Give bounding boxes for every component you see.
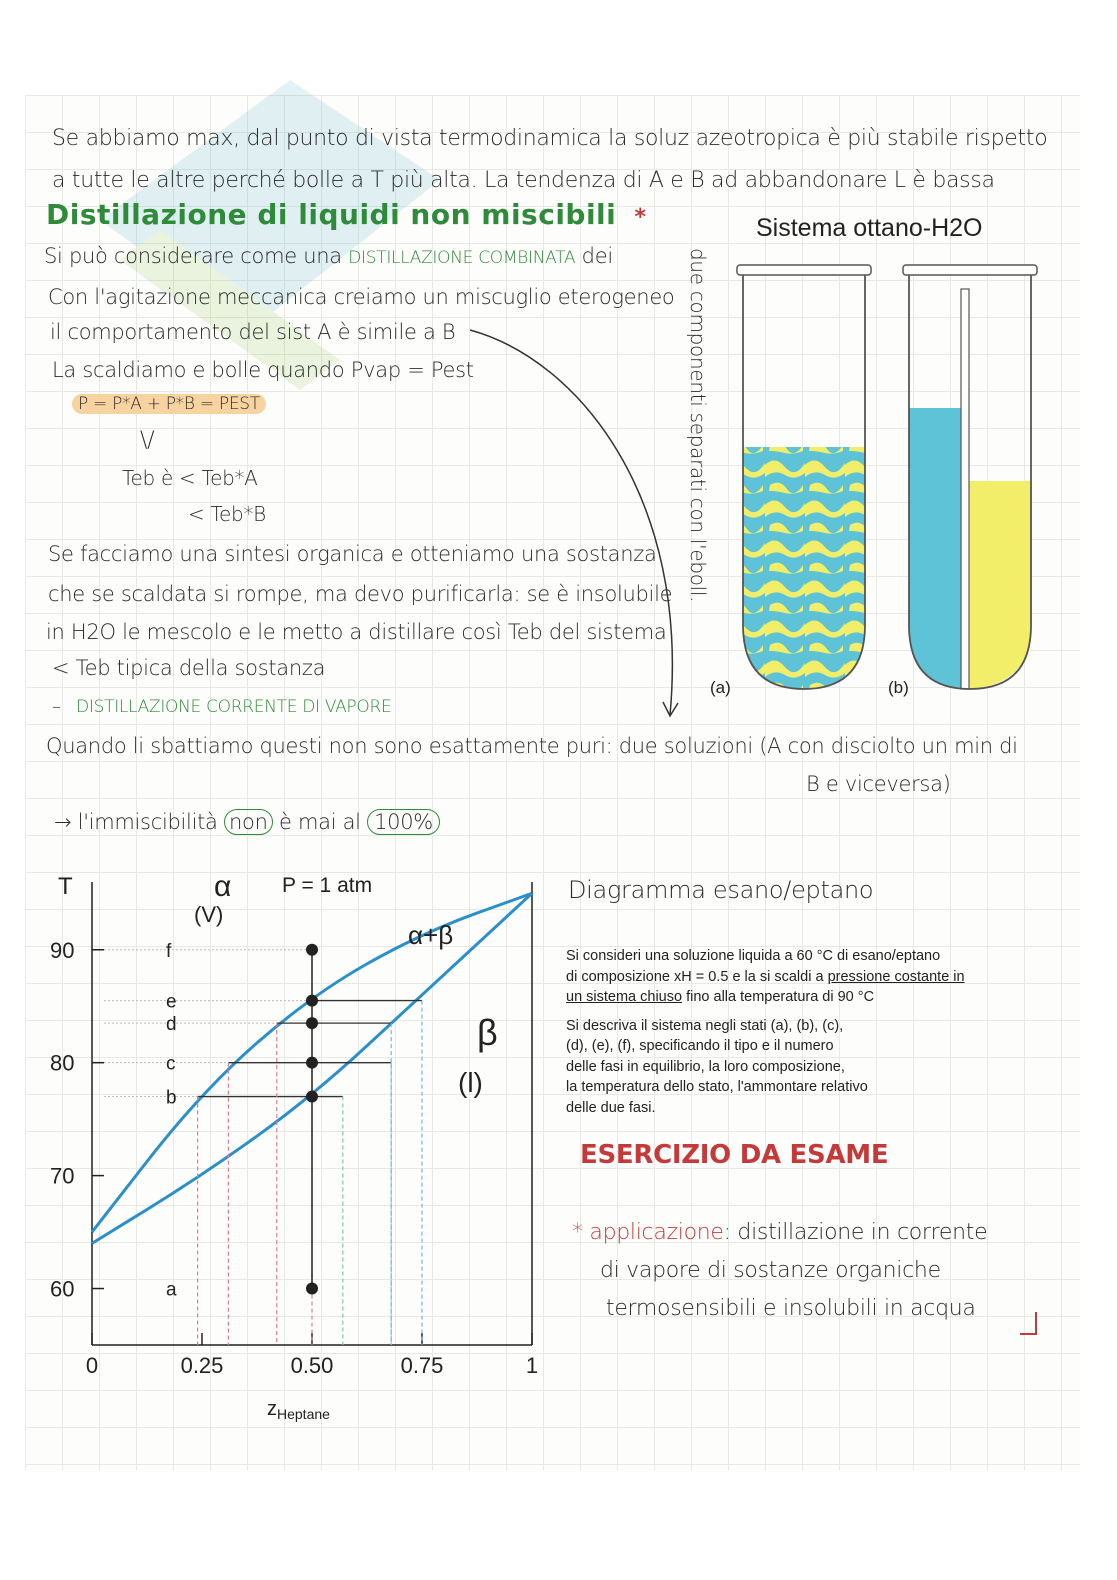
- tube-label-b: (b): [888, 678, 909, 697]
- note-line-2: a tutte le altre perché bolle a T più alta. La tendenza di A e B ad abbandonare L è bassa: [52, 168, 995, 193]
- formula: P = P*A + P*B = PEST: [72, 394, 266, 414]
- exercise-line-1: Si consideri una soluzione liquida a 60 °C di esano/eptano: [566, 948, 941, 964]
- liquid-label: (l): [458, 1067, 483, 1098]
- teb-line-1: Teb è < Teb*A: [122, 466, 258, 490]
- vapor-alpha-label: α: [214, 870, 232, 903]
- corner-mark-icon: [1018, 1310, 1042, 1340]
- vapor-label: (V): [194, 902, 224, 927]
- state-point-d: [306, 1017, 318, 1029]
- x-axis-label: $z_{Heptane}$: [267, 1398, 330, 1422]
- state-label-f: f: [166, 940, 172, 962]
- state-label-b: b: [166, 1087, 177, 1109]
- application-line-2: di vapore di sostanze organiche: [600, 1258, 941, 1283]
- tube-label-a: (a): [710, 678, 731, 697]
- immiscibility-note: → l'immiscibilità non è mai al 100%: [54, 810, 440, 834]
- x-tick-label: 1: [525, 1353, 539, 1378]
- exercise-line-4: Si descriva il sistema negli stati (a), (b), (c),: [566, 1017, 844, 1034]
- y-tick-label: 70: [50, 1163, 75, 1189]
- two-phase-label: α+β: [408, 920, 454, 950]
- state-point-f: [306, 944, 318, 956]
- tubes-title: Sistema ottano-H2O: [756, 214, 983, 242]
- y-tick-label: 80: [50, 1050, 75, 1076]
- state-point-a: [306, 1283, 318, 1295]
- pressure-label: P = 1 atm: [282, 874, 373, 897]
- side-note-vertical: due componenti separati con l'eboll.: [686, 248, 710, 603]
- application-line-3: termosensibili e insolubili in acqua: [606, 1296, 976, 1321]
- state-point-e: [306, 995, 318, 1007]
- state-label-c: c: [166, 1053, 176, 1075]
- neq-symbol: \/: [140, 428, 155, 453]
- state-label-a: a: [166, 1279, 177, 1301]
- diagram-title: Diagramma esano/eptano: [568, 876, 874, 904]
- y-axis-label: T: [58, 873, 73, 900]
- liquid-beta-label: β: [477, 1012, 498, 1053]
- paragraph-2-line-2: che se scaldata si rompe, ma devo purificarla: se è insolubile: [48, 582, 673, 606]
- exercise-line-6: delle fasi in equilibrio, la loro composizione,: [566, 1058, 845, 1075]
- paragraph-line-3: il comportamento del sist A è simile a B: [50, 320, 456, 344]
- paragraph-3-line-1: Quando li sbattiamo questi non sono esattamente puri: due soluzioni (A con disciolto un min di: [46, 734, 1018, 758]
- paragraph-2-line-4: < Teb tipica della sostanza: [52, 656, 326, 680]
- exam-heading: ESERCIZIO DA ESAME: [580, 1140, 889, 1170]
- section-title: Distillazione di liquidi non miscibili *: [46, 198, 647, 231]
- state-point-b: [306, 1091, 318, 1103]
- state-label-e: e: [166, 991, 177, 1013]
- teb-line-2: < Teb*B: [188, 502, 266, 526]
- state-label-d: d: [166, 1014, 177, 1036]
- exercise-line-3: un sistema chiuso fino alla temperatura di 90 °C: [566, 989, 875, 1005]
- paragraph-2-line-1: Se facciamo una sintesi organica e otteniamo una sostanza: [48, 542, 657, 566]
- paragraph-line-2: Con l'agitazione meccanica creiamo un miscuglio eterogeneo: [48, 285, 675, 309]
- y-tick-label: 60: [50, 1276, 75, 1302]
- phase-diagram: [40, 860, 560, 1430]
- paragraph-2-line-3: in H2O le mescolo e le metto a distillare così Teb del sistema: [46, 620, 667, 644]
- y-tick-label: 90: [50, 937, 75, 963]
- x-tick-label: 0.50: [290, 1353, 334, 1378]
- paragraph-3-line-2: B e viceversa): [806, 772, 951, 796]
- x-tick-label: 0.25: [180, 1353, 224, 1378]
- x-tick-label: 0.75: [400, 1353, 444, 1378]
- curved-arrow-icon: [460, 320, 700, 730]
- paragraph-line-1: Si può considerare come una DISTILLAZIONE COMBINATA dei: [44, 244, 613, 268]
- steam-distillation-line: – DISTILLAZIONE CORRENTE DI VAPORE: [52, 696, 392, 717]
- exercise-line-5: (d), (e), (f), specificando il tipo e il numero: [566, 1038, 834, 1054]
- exercise-line-2: di composizione xH = 0.5 e la si scaldi a pressione costante in: [566, 968, 965, 985]
- test-tubes-figure: [725, 255, 1045, 705]
- exercise-text: [566, 946, 965, 1118]
- x-tick-label: 0: [85, 1353, 99, 1378]
- exercise-line-8: delle due fasi.: [566, 1099, 656, 1116]
- application-line-1: * applicazione: distillazione in corrente: [572, 1220, 988, 1245]
- state-point-c: [306, 1057, 318, 1069]
- paragraph-line-4: La scaldiamo e bolle quando Pvap = Pest: [52, 358, 474, 382]
- note-line-1: Se abbiamo max, dal punto di vista termodinamica la soluz azeotropica è più stabile rispetto: [52, 126, 1048, 151]
- exercise-line-7: la temperatura dello stato, l'ammontare relativo: [566, 1079, 868, 1095]
